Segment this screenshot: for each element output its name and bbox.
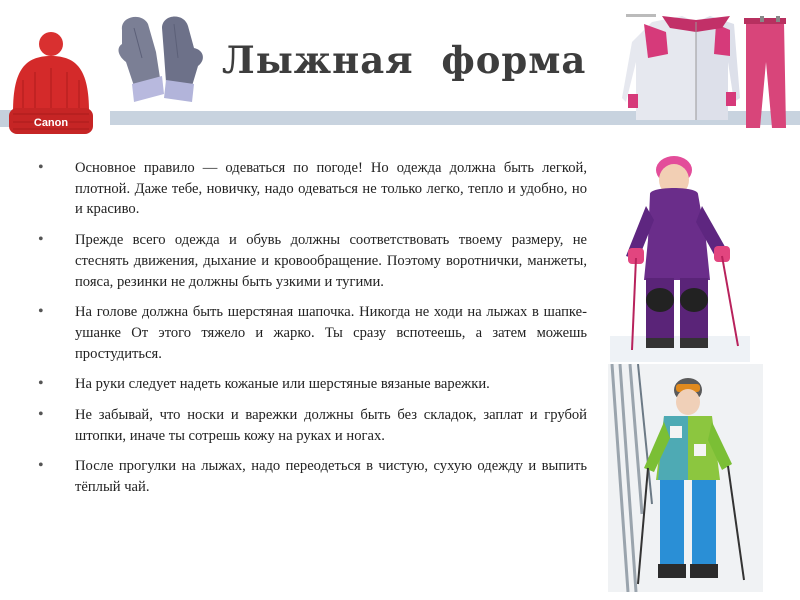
- bullet-text: Прежде всего одежда и обувь должны соответствовать твоему размеру, не стеснять движения, дыхание и кровообращение. Поэтому воротнички, манжеты, пояса, резинки не должны быть узкими и тугими.: [75, 232, 587, 290]
- bullet-dot: •: [38, 231, 44, 249]
- bullet-text: На голове должна быть шерстяная шапочка. Никогда не ходи на лыжах в шапке-ушанке От этого тяжело и жарко. Ты сразу вспотеешь, а затем можешь простудиться.: [75, 304, 587, 362]
- list-item: [38, 374, 587, 395]
- bullet-dot: •: [38, 457, 44, 475]
- mittens-image: [112, 8, 212, 108]
- ski-suit-image: [622, 2, 790, 130]
- list-item: [38, 405, 587, 446]
- boy-photo: [608, 364, 763, 592]
- bullet-dot: •: [38, 375, 44, 393]
- list-item: [38, 302, 587, 364]
- bullet-text: Основное правило — одеваться по погоде! Но одежда должна быть легкой, плотной. Даже тебе, новичку, надо одеваться не только легко, тепло и удобно, но и красиво.: [75, 160, 587, 218]
- bullet-dot: •: [38, 406, 44, 424]
- bullet-text: После прогулки на лыжах, надо переодеться в чистую, сухую одежду и выпить тёплый чай.: [75, 458, 587, 496]
- bullet-text: Не забывай, что носки и варежки должны быть без складок, заплат и грубой штопки, иначе ты сотрешь кожу на руках и ногах.: [75, 407, 587, 444]
- list-item: [38, 230, 587, 292]
- bullet-dot: •: [38, 303, 44, 321]
- rules-list: [38, 158, 587, 508]
- list-item: [38, 158, 587, 220]
- red-hat-image: [5, 30, 97, 142]
- hat-logo: Canon: [33, 117, 69, 129]
- slide-title: Лыжная форма: [222, 38, 587, 82]
- bullet-dot: •: [38, 159, 44, 176]
- bullet-text: На руки следует надеть кожаные или шерстяные вязаные варежки.: [75, 376, 490, 393]
- list-item: [38, 456, 587, 497]
- girl-photo: [610, 140, 750, 362]
